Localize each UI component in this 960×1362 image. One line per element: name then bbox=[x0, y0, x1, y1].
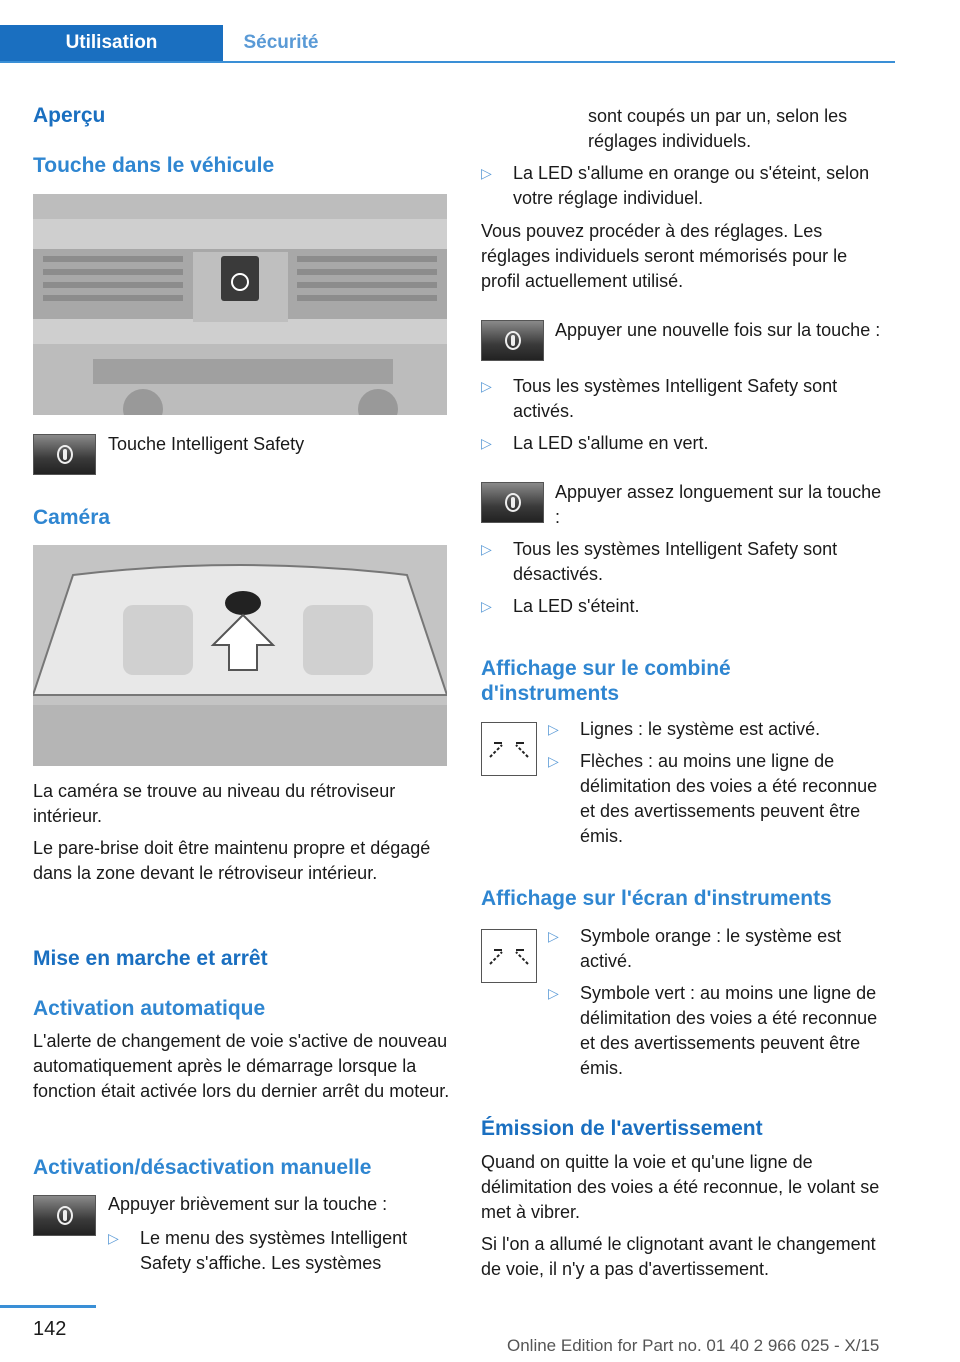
list-item-text: La LED s'éteint. bbox=[513, 596, 640, 616]
heading-ecran: Affichage sur l'écran d'instruments bbox=[481, 887, 832, 910]
tab-bar bbox=[0, 25, 895, 63]
list-item-text: Lignes : le système est activé. bbox=[580, 719, 821, 739]
bullet-marker: ▷ bbox=[108, 1230, 119, 1246]
bullet-marker: ▷ bbox=[481, 435, 492, 451]
intelligent-safety-button-icon bbox=[33, 1195, 96, 1236]
dashboard-photo bbox=[33, 194, 447, 415]
caption-appuyer-brievement: Appuyer brièvement sur la touche : bbox=[108, 1194, 388, 1214]
bullet-marker: ▷ bbox=[548, 928, 559, 944]
caption-nouvelle-fois: Appuyer une nouvelle fois sur la touche : bbox=[555, 320, 881, 340]
paragraph-camera-location: La caméra se trouve au niveau du rétroviseur intérieur. bbox=[33, 781, 396, 826]
lane-symbol-icon bbox=[481, 929, 537, 983]
intelligent-safety-button-icon bbox=[33, 434, 96, 475]
list-item-text: Le menu des systèmes Intelligent Safety s'affiche. Les systèmes bbox=[140, 1228, 408, 1273]
list-item-text: Tous les systèmes Intelligent Safety sont activés. bbox=[513, 376, 838, 421]
bullet-marker: ▷ bbox=[548, 985, 559, 1001]
intelligent-safety-button-icon bbox=[481, 320, 544, 361]
heading-apercu: Aperçu bbox=[33, 104, 106, 127]
bullet-marker: ▷ bbox=[481, 165, 492, 181]
paragraph-quitte-voie: Quand on quitte la voie et qu'une ligne de délimitation des voies a été reconnue, le volant se met à vibrer. bbox=[481, 1152, 880, 1222]
heading-activation-auto: Activation automatique bbox=[33, 997, 266, 1020]
bullet-marker: ▷ bbox=[481, 378, 492, 394]
page-number: 142 bbox=[33, 1318, 67, 1340]
heading-activation-manuelle: Activation/désactivation manuelle bbox=[33, 1156, 372, 1179]
heading-combine: Affichage sur le combiné d'instruments bbox=[481, 657, 731, 705]
list-item-text: Symbole orange : le système est activé. bbox=[580, 926, 842, 971]
heading-camera: Caméra bbox=[33, 506, 111, 529]
camera-photo bbox=[33, 545, 447, 766]
heading-touche: Touche dans le véhicule bbox=[33, 154, 275, 177]
list-item-text: La LED s'allume en vert. bbox=[513, 433, 709, 453]
tab-securite[interactable]: Sécurité bbox=[243, 32, 319, 53]
list-item-text: Tous les systèmes Intelligent Safety sont désactivés. bbox=[513, 539, 838, 584]
list-item-text: Flèches : au moins une ligne de délimitation des voies a été reconnue et des avertissements peuvent être émis. bbox=[580, 751, 878, 846]
list-item-text: La LED s'allume en orange ou s'éteint, selon votre réglage individuel. bbox=[513, 163, 870, 208]
footer-rule bbox=[0, 1305, 96, 1308]
bullet-marker: ▷ bbox=[548, 753, 559, 769]
paragraph-clignotant: Si l'on a allumé le clignotant avant le changement de voie, il n'y a pas d'avertissement. bbox=[481, 1234, 876, 1279]
paragraph-reglages: Vous pouvez procéder à des réglages. Les réglages individuels seront mémorisés pour le profil actuellement utilisé. bbox=[481, 221, 848, 291]
list-item-text: Symbole vert : au moins une ligne de délimitation des voies a été reconnue et des avertissements peuvent être émis. bbox=[580, 983, 878, 1078]
bullet-marker: ▷ bbox=[481, 541, 492, 557]
bullet-marker: ▷ bbox=[548, 721, 559, 737]
paragraph-continuation: sont coupés un par un, selon les réglages individuels. bbox=[588, 106, 848, 151]
heading-emission: Émission de l'avertissement bbox=[481, 1117, 763, 1140]
caption-touche: Touche Intelligent Safety bbox=[108, 434, 305, 454]
bullet-marker: ▷ bbox=[481, 598, 492, 614]
caption-longuement: Appuyer assez longuement sur la touche : bbox=[555, 482, 882, 527]
lane-lines-icon bbox=[481, 722, 537, 776]
intelligent-safety-button-icon bbox=[481, 482, 544, 523]
footer-edition: Online Edition for Part no. 01 40 2 966 025 - X/15 bbox=[507, 1336, 880, 1355]
paragraph-camera-windshield: Le pare-brise doit être maintenu propre et dégagé dans la zone devant le rétroviseur intérieur. bbox=[33, 838, 431, 883]
heading-mise-en-marche: Mise en marche et arrêt bbox=[33, 947, 268, 970]
tab-utilisation[interactable]: Utilisation bbox=[0, 25, 223, 61]
paragraph-activation-auto: L'alerte de changement de voie s'active de nouveau automatiquement après le démarrage lorsque la fonction était activée lors du dernier arrêt du moteur. bbox=[33, 1031, 450, 1101]
